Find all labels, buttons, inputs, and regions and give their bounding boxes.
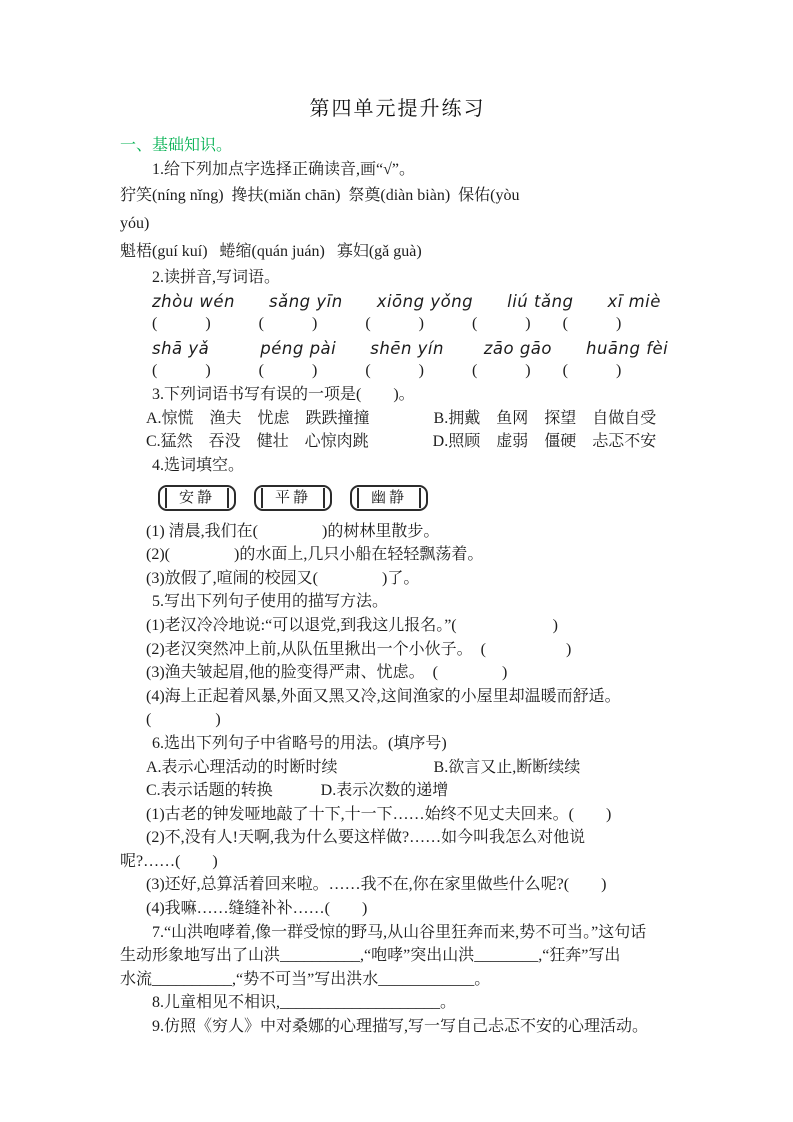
q4-item-2: (2)( )的水面上,几只小船在轻轻飘荡着。 [146, 546, 484, 564]
q5-item-2: (2)老汉突然冲上前,从队伍里揪出一个小伙子。 ( ) [146, 640, 572, 658]
q7-line-3: 水流__________,“势不可当”写出洪水____________。 [120, 970, 491, 988]
q1-prompt: 1.给下列加点字选择正确读音,画“√”。 [152, 161, 415, 178]
q2-pinyin-row-2: shā yǎ péng pài shēn yín zāo gāo huāng fèi [152, 339, 669, 359]
q6-item-1: (1)古老的钟发哑地敲了十下,十一下……始终不见丈夫回来。( ) [146, 805, 612, 823]
q3-options-ab: A.惊慌 渔夫 忧虑 跌跌撞撞 B.拥戴 鱼网 探望 自做自受 [146, 409, 657, 427]
q6-item-4: (4)我嘛……缝缝补补……( ) [146, 900, 368, 918]
q4-prompt: 4.选词填空。 [152, 456, 245, 474]
q6-options-ab: A.表示心理活动的时断时续 B.欲言又止,断断续续 [146, 758, 581, 776]
q5-prompt: 5.写出下列句子使用的描写方法。 [152, 593, 389, 611]
q5-item-4-cont: ( ) [146, 711, 221, 729]
q2-blank-row-2: ( ) ( ) ( ) ( ) ( ) [152, 362, 622, 380]
q3-prompt: 3.下列词语书写有误的一项是( )。 [152, 386, 415, 404]
q8-prompt: 8.儿童相见不相识,____________________。 [152, 994, 457, 1012]
word-bank-label: 平静 [261, 488, 325, 508]
q2-prompt: 2.读拼音,写词语。 [152, 268, 281, 286]
q3-options-cd: C.猛然 吞没 健壮 心惊肉跳 D.照顾 虚弱 僵硬 忐忑不安 [146, 433, 657, 451]
q5-item-3: (3)渔夫皱起眉,他的脸变得严肃、忧虑。 ( ) [146, 664, 508, 682]
word-bank-item [158, 485, 236, 511]
q7-line-1: 7.“山洪咆哮着,像一群受惊的野马,从山谷里狂奔而来,势不可当。”这句话 [152, 923, 647, 941]
q6-item-3: (3)还好,总算活着回来啦。……我不在,你在家里做些什么呢?( ) [146, 876, 607, 894]
q6-item-2: (2)不,没有人!天啊,我为什么要这样做?……如今叫我怎么对他说 [146, 829, 586, 847]
q5-item-1: (1)老汉冷冷地说:“可以退党,到我这儿报名。”( ) [146, 616, 558, 634]
q1-row-2: yóu) [120, 214, 150, 232]
q4-item-3: (3)放假了,喧闹的校园又( )了。 [146, 569, 420, 587]
q6-prompt: 6.选出下列句子中省略号的用法。(填序号) [152, 734, 447, 752]
q7-line-2: 生动形象地写出了山洪__________,“咆哮”突出山洪________,“狂奔”写出 [120, 947, 621, 965]
q6-item-2-cont: 呢?……( ) [120, 852, 218, 870]
q5-item-4: (4)海上正起着风暴,外面又黑又冷,这间渔家的小屋里却温暖而舒适。 [146, 687, 621, 705]
q1-row-3: 魁梧(guí kuí) 蜷缩(quán juán) 寡妇(gǎ guà) [120, 242, 422, 260]
q2-pinyin-row-1: zhòu wén sǎng yīn xiōng yǒng liú tǎng xī miè [152, 292, 661, 312]
word-bank-item [254, 485, 332, 511]
word-bank-item [350, 485, 428, 511]
q9-prompt: 9.仿照《穷人》中对桑娜的心理描写,写一写自己忐忑不安的心理活动。 [152, 1018, 649, 1036]
section-heading: 一、基础知识。 [120, 137, 233, 154]
word-bank-label: 幽静 [357, 488, 421, 508]
q2-blank-row-1: ( ) ( ) ( ) ( ) ( ) [152, 315, 622, 333]
q6-options-cd: C.表示话题的转换 D.表示次数的递增 [146, 782, 449, 800]
word-bank-label: 安静 [165, 488, 229, 508]
q4-word-bank [120, 485, 681, 511]
q1-row-1: 狞笑(níng nǐng) 搀扶(miǎn chān) 祭奠(diàn biàn) 保佑(yòu [120, 186, 520, 204]
q4-item-1: (1) 清晨,我们在( )的树林里散步。 [146, 522, 440, 540]
page-title: 第四单元提升练习 [309, 98, 486, 120]
